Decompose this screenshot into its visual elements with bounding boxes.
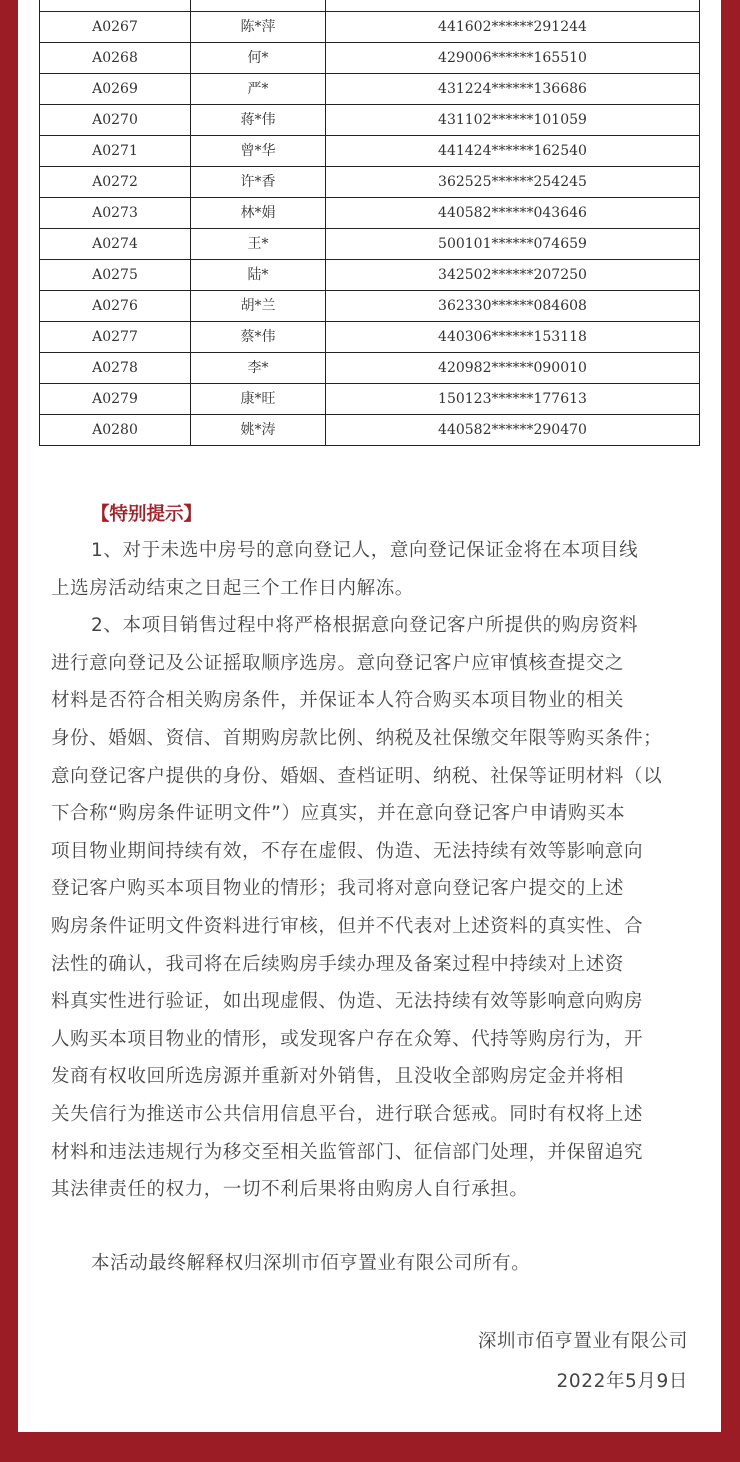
text-line: 材料是否符合相关购房条件，并保证本人符合购买本项目物业的相关	[51, 690, 625, 712]
signature-block	[478, 1322, 688, 1402]
cell-id-number: 440582******043646	[326, 198, 700, 229]
text-line: 上选房活动结束之日起三个工作日内解冻。	[51, 577, 414, 599]
special-notice	[51, 498, 701, 1209]
table-row	[40, 415, 700, 446]
notice-paragraph-2	[51, 607, 701, 1209]
table-row	[40, 322, 700, 353]
cell-name: 何*	[191, 43, 326, 74]
cell-id	[40, 0, 191, 12]
table-row	[40, 260, 700, 291]
cell-name: 姚*涛	[191, 415, 326, 446]
cell-id-number: 441602******291244	[326, 12, 700, 43]
table-row	[40, 353, 700, 384]
table-row	[40, 12, 700, 43]
cell-id: A0277	[40, 322, 191, 353]
text-line: 身份、婚姻、资信、首期购房款比例、纳税及社保缴交年限等购买条件；	[51, 727, 663, 749]
content-panel	[18, 0, 721, 1432]
table-row	[40, 74, 700, 105]
table-row-partial	[40, 0, 700, 12]
cell-id-number: 362525******254245	[326, 167, 700, 198]
cell-id-number: 431224******136686	[326, 74, 700, 105]
closing-statement: 本活动最终解释权归深圳市佰亨置业有限公司所有。	[91, 1253, 531, 1274]
text-line: 关失信行为推送市公共信用信息平台，进行联合惩戒。同时有权将上述	[51, 1103, 644, 1125]
cell-id: A0273	[40, 198, 191, 229]
cell-id: A0267	[40, 12, 191, 43]
cell-id: A0276	[40, 291, 191, 322]
text-line: 法性的确认，我司将在后续购房手续办理及备案过程中持续对上述资	[51, 953, 625, 975]
table-row	[40, 291, 700, 322]
cell-id-number: 429006******165510	[326, 43, 700, 74]
cell-name: 林*娟	[191, 198, 326, 229]
cell-name: 蒋*伟	[191, 105, 326, 136]
cell-id: A0274	[40, 229, 191, 260]
cell-name: 许*香	[191, 167, 326, 198]
text-line: 料真实性进行验证，如出现虚假、伪造、无法持续有效等影响意向购房	[51, 991, 644, 1013]
text-line: 1、对于未选中房号的意向登记人，意向登记保证金将在本项目线	[91, 540, 639, 561]
cell-id-number: 150123******177613	[326, 384, 700, 415]
cell-name: 胡*兰	[191, 291, 326, 322]
table-row	[40, 229, 700, 260]
cell-name	[191, 0, 326, 12]
text-line: 购房条件证明文件资料进行审核，但并不代表对上述资料的真实性、合	[51, 915, 644, 937]
cell-name: 李*	[191, 353, 326, 384]
cell-id-number: 420982******090010	[326, 353, 700, 384]
cell-id: A0280	[40, 415, 191, 446]
cell-name: 陈*萍	[191, 12, 326, 43]
cell-id-number: 362330******084608	[326, 291, 700, 322]
cell-name: 曾*华	[191, 136, 326, 167]
text-line: 进行意向登记及公证摇取顺序选房。意向登记客户应审慎核查提交之	[51, 652, 625, 674]
cell-id: A0275	[40, 260, 191, 291]
cell-id-number: 431102******101059	[326, 105, 700, 136]
cell-name: 王*	[191, 229, 326, 260]
text-line: 登记客户购买本项目物业的情形；我司将对意向登记客户提交的上述	[51, 878, 625, 900]
text-line: 项目物业期间持续有效，不存在虚假、伪造、无法持续有效等影响意向	[51, 840, 644, 862]
table-row	[40, 43, 700, 74]
table-row	[40, 384, 700, 415]
cell-id: A0271	[40, 136, 191, 167]
cell-name: 严*	[191, 74, 326, 105]
signature-date: 2022年5月9日	[556, 1371, 688, 1392]
text-line: 其法律责任的权力，一切不利后果将由购房人自行承担。	[51, 1179, 529, 1201]
cell-id: A0269	[40, 74, 191, 105]
cell-id: A0270	[40, 105, 191, 136]
cell-id-number: 440306******153118	[326, 322, 700, 353]
text-line: 材料和违法违规行为移交至相关监管部门、征信部门处理，并保留追究	[51, 1141, 644, 1163]
signature-company: 深圳市佰亨置业有限公司	[477, 1331, 688, 1352]
registrant-table	[39, 0, 700, 446]
cell-id-number: 441424******162540	[326, 136, 700, 167]
table-row	[40, 167, 700, 198]
cell-id: A0279	[40, 384, 191, 415]
cell-id-number	[326, 0, 700, 12]
cell-name: 蔡*伟	[191, 322, 326, 353]
cell-name: 陆*	[191, 260, 326, 291]
table-row	[40, 136, 700, 167]
cell-id-number: 440582******290470	[326, 415, 700, 446]
cell-id-number: 342502******207250	[326, 260, 700, 291]
cell-name: 康*旺	[191, 384, 326, 415]
text-line: 人购买本项目物业的情形，或发现客户存在众筹、代持等购房行为，开	[51, 1028, 644, 1050]
table-row	[40, 198, 700, 229]
cell-id: A0272	[40, 167, 191, 198]
text-line: 发商有权收回所选房源并重新对外销售，且没收全部购房定金并将相	[51, 1066, 625, 1088]
cell-id: A0278	[40, 353, 191, 384]
table-row	[40, 105, 700, 136]
notice-title: 【特别提示】	[91, 504, 203, 525]
text-line: 意向登记客户提供的身份、婚姻、查档证明、纳税、社保等证明材料（以	[51, 765, 663, 787]
text-line: 2、本项目销售过程中将严格根据意向登记客户所提供的购房资料	[91, 615, 639, 637]
cell-id-number: 500101******074659	[326, 229, 700, 260]
notice-paragraph-1	[51, 532, 701, 607]
cell-id: A0268	[40, 43, 191, 74]
text-line: 下合称“购房条件证明文件”）应真实，并在意向登记客户申请购买本	[51, 803, 626, 825]
